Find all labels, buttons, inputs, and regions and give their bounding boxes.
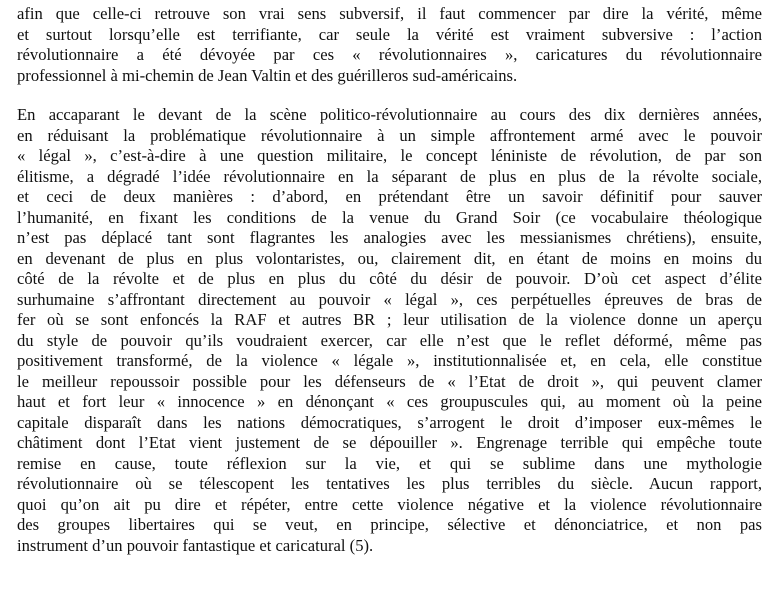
text-line: du style de pouvoir qu’ils voudraient exercer, car elle n’est que le reflet déformé, même pas	[17, 330, 762, 350]
text-line: positivement transformé, de la violence « légale », institutionnalisée et, en cela, elle constitue	[17, 351, 762, 370]
paragraph-2	[17, 105, 762, 556]
text-line: l’humanité, en fixant les conditions de la venue du Grand Soir (ce vocabulaire théologique	[17, 207, 762, 227]
text-line: révolutionnaire a été dévoyée par ces « révolutionnaires », caricatures du révolutionnaire	[17, 45, 762, 64]
text-line: « légal », c’est-à-dire à une question militaire, le concept léniniste de révolution, de par son	[17, 146, 762, 165]
paragraph-1	[17, 4, 762, 86]
text-line: En accaparant le devant de la scène politico-révolutionnaire au cours des dix dernières années,	[17, 105, 762, 124]
text-line: professionnel à mi-chemin de Jean Valtin et des guérilleros sud-américains.	[17, 65, 518, 85]
text-line: révolutionnaire où se télescopent les tentatives les plus terribles du siècle. Aucun rapport,	[17, 474, 762, 493]
text-line: fer où se sont enfoncés la RAF et autres BR ; leur utilisation de la violence donne un aperçu	[17, 310, 762, 329]
text-line: élitisme, a dégradé l’idée révolutionnaire en la séparant de plus en plus de la révolte sociale,	[17, 166, 762, 186]
text-line: des groupes libertaires qui se veut, en principe, sélective et dénonciatrice, et non pas	[17, 515, 762, 534]
text-line: côté de la révolte et de plus en plus du côté du désir de pouvoir. D’où cet aspect d’élite	[17, 269, 762, 288]
text-line: instrument d’un pouvoir fantastique et caricatural (5).	[17, 535, 374, 555]
text-line: quoi qu’on ait pu dire et répéter, entre cette violence négative et la violence révolutionnaire	[17, 494, 762, 514]
text-line: et surtout lorsqu’elle est terrifiante, car seule la vérité est vraiment subversive : l’action	[17, 24, 762, 44]
text-line: le meilleur repoussoir possible pour les défenseurs de « l’Etat de droit », qui peuvent clamer	[17, 371, 762, 391]
text-line: surhumaine s’affrontant directement au pouvoir « légal », ces perpétuelles épreuves de bras de	[17, 289, 762, 309]
text-line: haut et fort leur « innocence » en dénonçant « ces groupuscules qui, au moment où la peine	[17, 392, 762, 411]
document-page	[17, 4, 762, 556]
text-line: afin que celle-ci retrouve son vrai sens subversif, il faut commencer par dire la vérité, même	[17, 4, 762, 23]
text-line: châtiment dont l’Etat vient justement de se dépouiller ». Engrenage terrible qui empêche toute	[17, 433, 762, 452]
text-line: n’est pas déplacé tant sont flagrantes les analogies avec les messianismes chrétiens), ensuite,	[17, 228, 762, 247]
text-line: remise en cause, toute réflexion sur la vie, et qui se sublime dans une mythologie	[17, 453, 762, 473]
text-line: et ceci de deux manières : d’abord, en prétendant être un savoir définitif pour sauver	[17, 187, 762, 206]
text-line: en réduisant la problématique révolutionnaire à un simple affrontement armé avec le pouvoir	[17, 125, 762, 145]
text-line: capitale disparaît dans les nations démocratiques, s’arrogent le droit d’imposer eux-mêmes le	[17, 412, 762, 432]
text-line: en devenant de plus en plus volontaristes, ou, clairement dit, en étant de moins en moins du	[17, 248, 762, 268]
